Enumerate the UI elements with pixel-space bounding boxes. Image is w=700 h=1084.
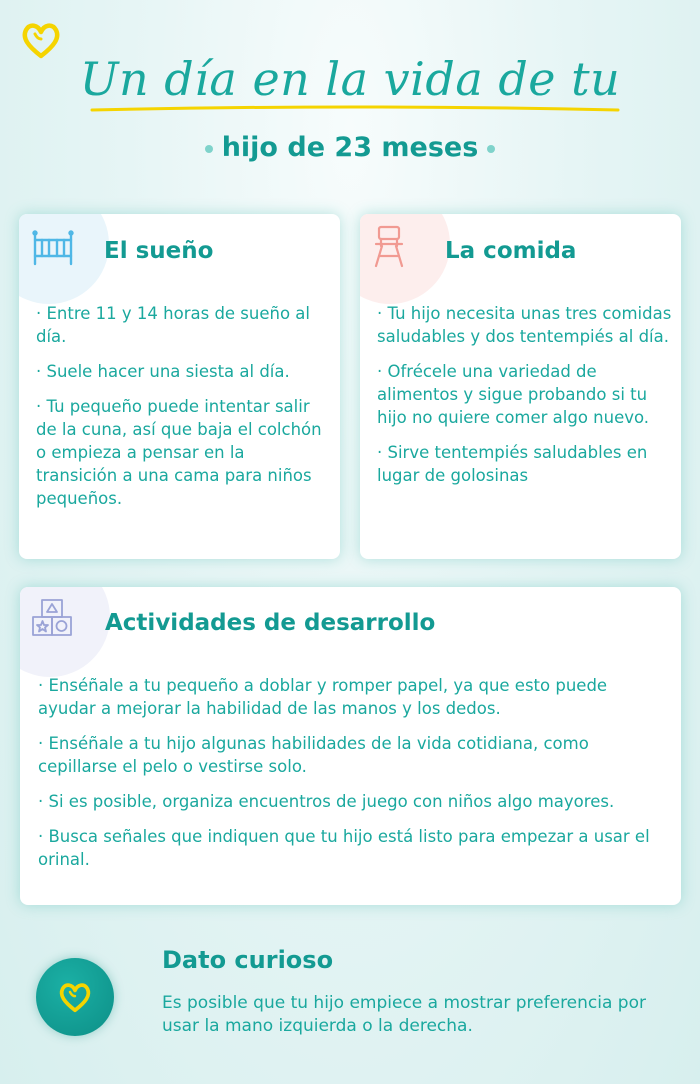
page-subtitle [0, 132, 700, 163]
toy-blocks-icon [31, 597, 73, 639]
list-item: · Suele hacer una siesta al día. [36, 362, 290, 381]
list-item: · Entre 11 y 14 horas de sueño al día. [36, 304, 311, 346]
sleep-card [19, 214, 340, 559]
sleep-title: El sueño [104, 238, 214, 264]
activities-list [38, 674, 668, 883]
fun-fact-badge [36, 958, 114, 1036]
crib-icon [31, 230, 75, 266]
decor-dot-left [205, 145, 213, 153]
list-item: · Ofrécele una variedad de alimentos y sigue probando si tu hijo no quiere comer algo nuevo. [377, 362, 650, 427]
title-underline [90, 104, 620, 114]
heart-icon [56, 980, 94, 1014]
food-card [360, 214, 681, 559]
activities-title: Actividades de desarrollo [105, 610, 436, 636]
activities-card [20, 587, 681, 905]
decor-dot-right [487, 145, 495, 153]
list-item: · Busca señales que indiquen que tu hijo está listo para empezar a usar el orinal. [38, 827, 650, 869]
food-list [377, 302, 673, 499]
list-item: · Tu hijo necesita unas tres comidas saludables y dos tentempiés al día. [377, 304, 672, 346]
fun-fact-title: Dato curioso [162, 946, 334, 974]
food-title: La comida [445, 238, 577, 264]
list-item: · Tu pequeño puede intentar salir de la cuna, así que baja el colchón o empieza a pensar en la transición a una cama para niños pequeños. [36, 397, 322, 508]
high-chair-icon [372, 224, 406, 268]
fun-fact-text: Es posible que tu hijo empiece a mostrar preferencia por usar la mano izquierda o la derecha. [162, 993, 646, 1036]
page-title: Un día en la vida de tu [79, 52, 621, 106]
sleep-list [36, 302, 328, 522]
list-item: · Sirve tentempiés saludables en lugar de golosinas [377, 443, 648, 485]
list-item: · Si es posible, organiza encuentros de juego con niños algo mayores. [38, 792, 615, 811]
list-item: · Enséñale a tu hijo algunas habilidades de la vida cotidiana, como cepillarse el pelo o vestirse solo. [38, 734, 589, 776]
list-item: · Enséñale a tu pequeño a doblar y romper papel, ya que esto puede ayudar a mejorar la habilidad de las manos y los dedos. [38, 676, 608, 718]
page-subtitle-text: hijo de 23 meses [221, 132, 479, 163]
